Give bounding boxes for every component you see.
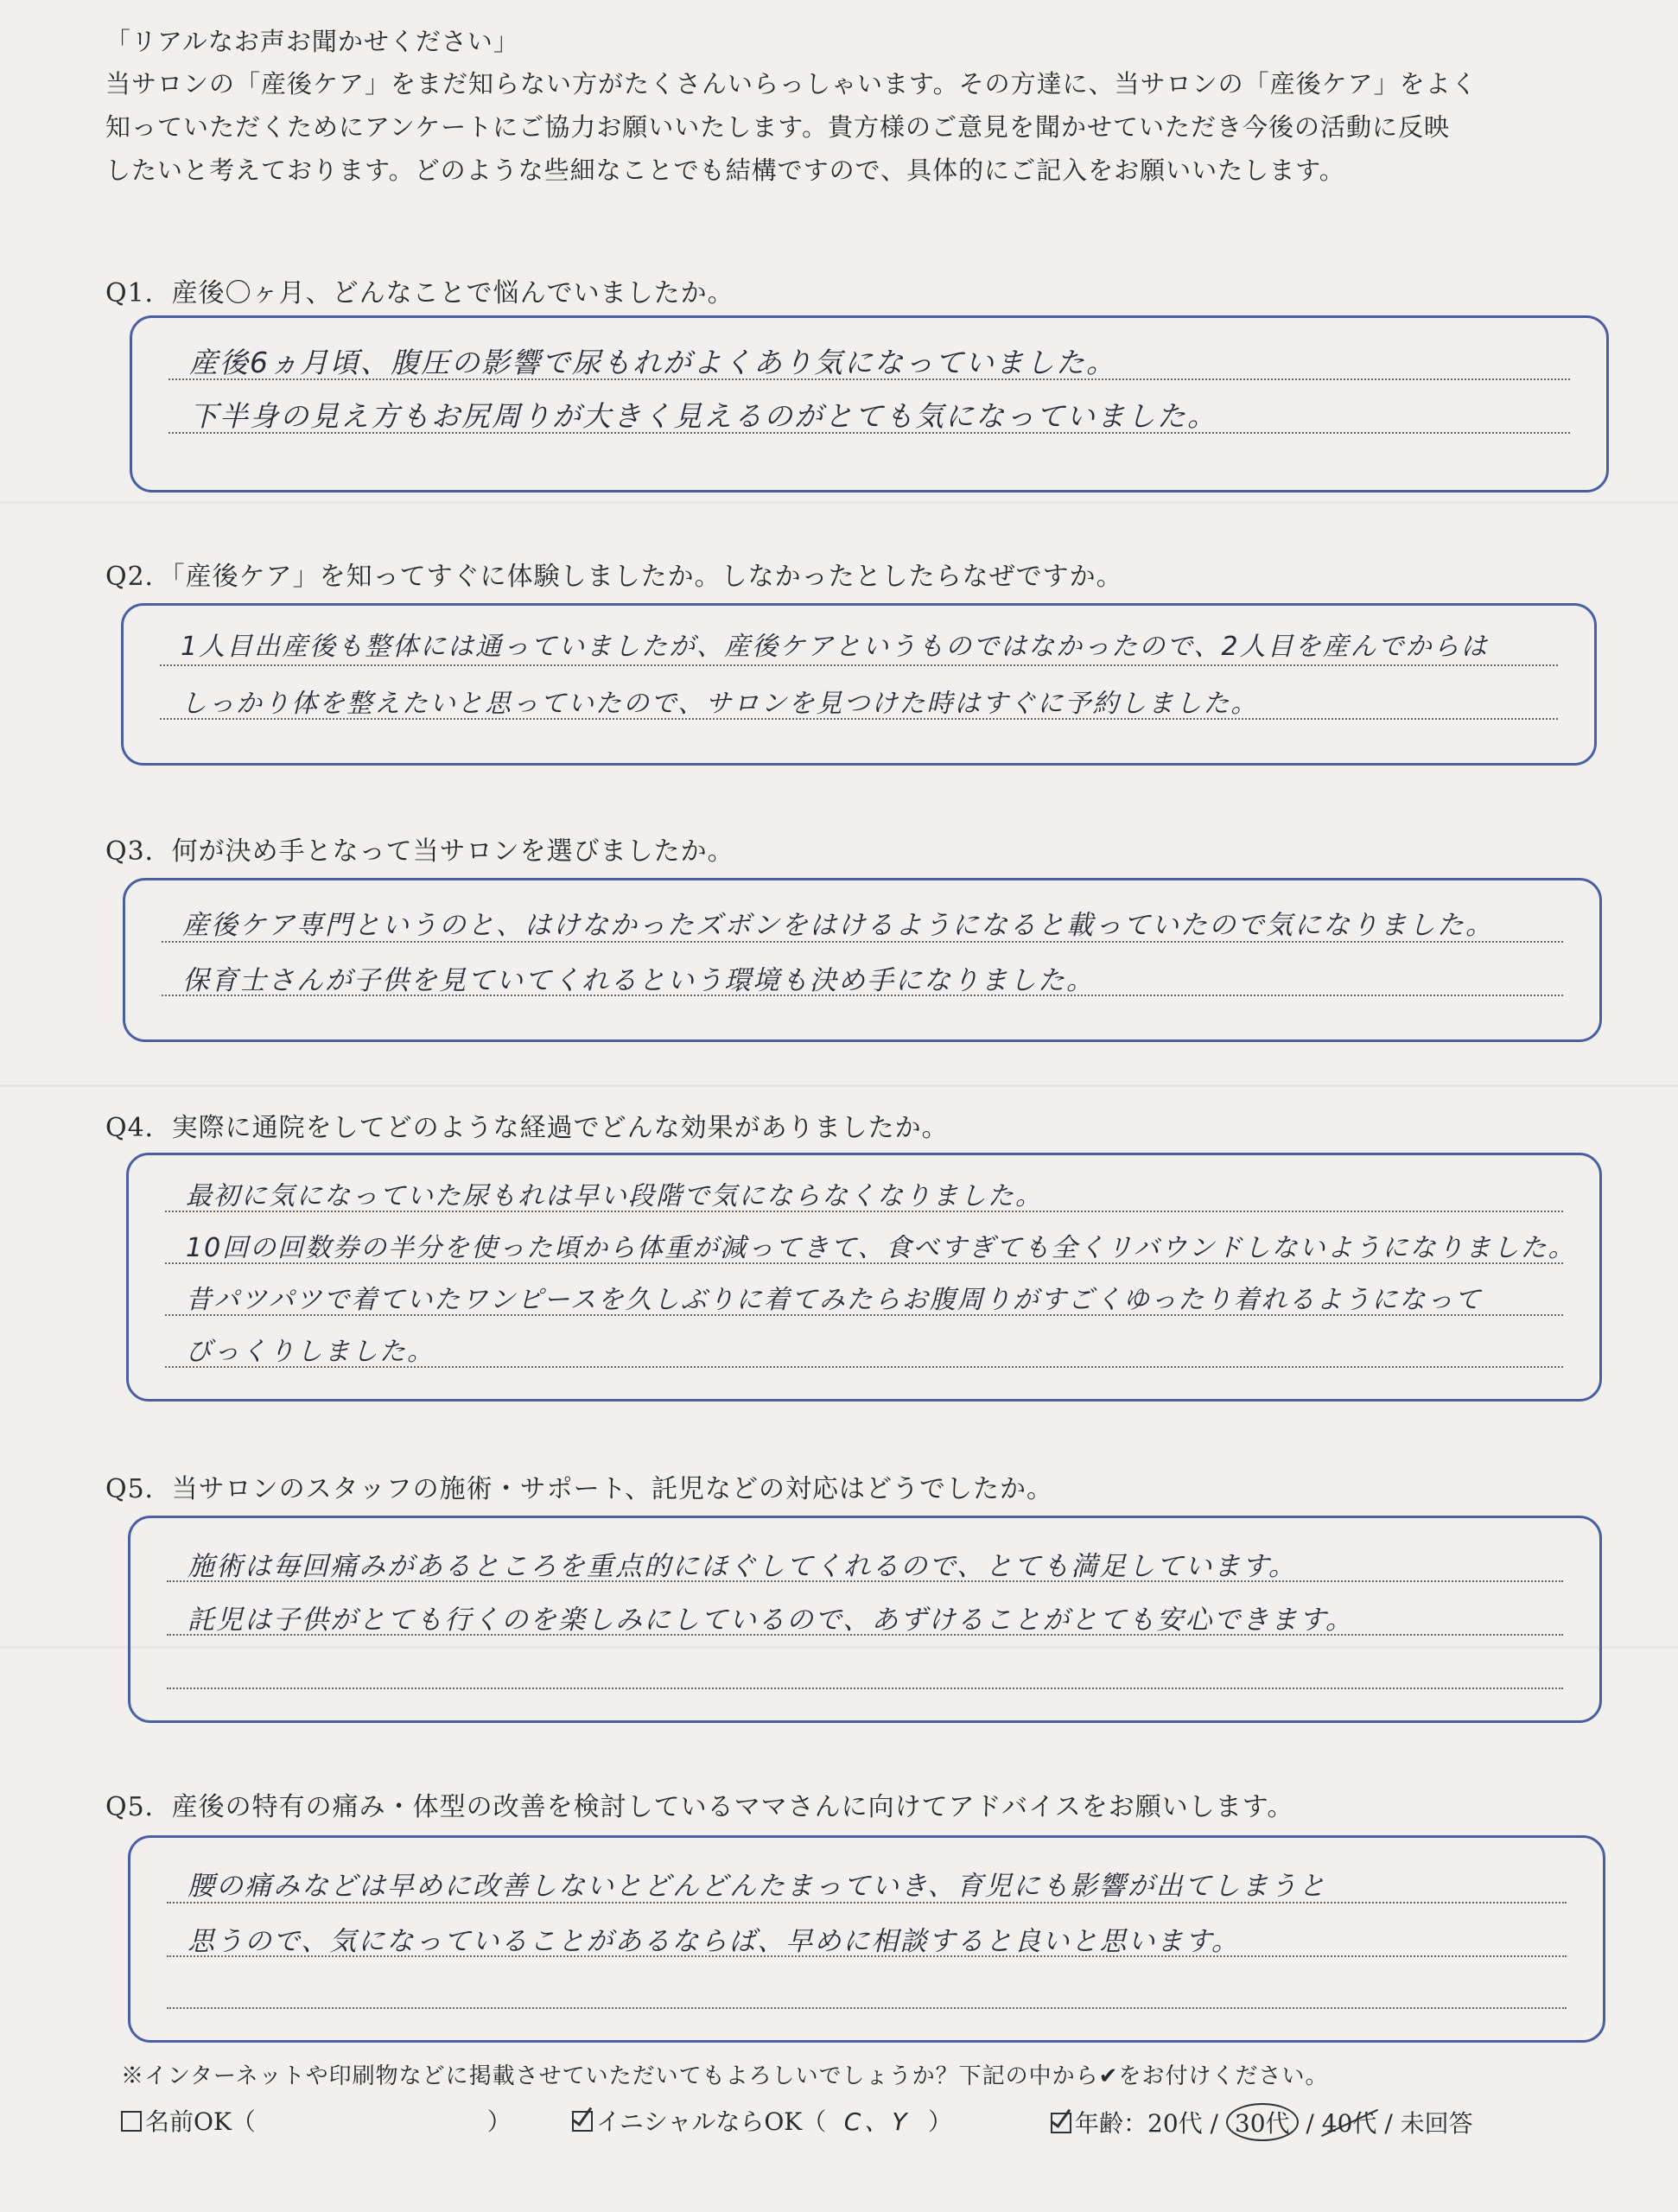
intro-text (105, 62, 1592, 192)
initial-ok-label: イニシャルならOK（ (596, 2107, 827, 2136)
dotted-rule (162, 995, 1563, 996)
answer-line: 施術は毎回痛みがあるところを重点的にほぐしてくれるので、とても満足しています。 (188, 1551, 1297, 1582)
dotted-rule (160, 718, 1558, 720)
dotted-rule (165, 1211, 1563, 1212)
initial-ok-checkbox[interactable] (572, 2111, 593, 2132)
initial-ok-close: ） (928, 2107, 953, 2136)
paper-fold (0, 501, 1678, 504)
dotted-rule (167, 2007, 1567, 2009)
question-5-answer-box (128, 1516, 1602, 1723)
dotted-rule (162, 941, 1563, 943)
answer-line: 託児は子供がとても行くのを楽しみにしているので、あずけることがとても安心できます。 (188, 1605, 1354, 1636)
intro-line: 知っていただくためにアンケートにご協力お願いいたします。貴方様のご意見を聞かせていただき今後の活動に反映 (105, 112, 1450, 142)
answer-line: 産後ケア専門というのと、はけなかったズボンをはけるようになると載っていたので気になりました。 (182, 910, 1494, 941)
question-1-answer-box (130, 315, 1609, 493)
dotted-rule (167, 1902, 1567, 1904)
dotted-rule (167, 1580, 1563, 1582)
age-rest: / 未回答 (1384, 2109, 1473, 2138)
dotted-rule (167, 1634, 1563, 1636)
answer-line: 昔パツパツで着ていたワンピースを久しぶりに着てみたらお腹周りがすごくゆったり着れるようになって (186, 1285, 1483, 1315)
page-title: 「リアルなお声お聞かせください」 (105, 27, 519, 56)
dotted-rule (165, 1262, 1563, 1264)
answer-line: 思うので、気になっていることがあるならば、早めに相談すると良いと思います。 (188, 1926, 1240, 1957)
question-4-answer-box (126, 1153, 1602, 1402)
paper-fold (0, 1084, 1678, 1087)
dotted-rule (168, 378, 1570, 380)
question-3-label: Q3．何が決め手となって当サロンを選びましたか。 (105, 836, 734, 867)
question-2-label: Q2．「産後ケア」を知ってすぐに体験しましたか。しなかったとしたらなぜですか。 (105, 562, 1123, 592)
initial-ok-value: C、Y (843, 2107, 911, 2136)
answer-line: 保育士さんが子供を見ていてくれるという環境も決め手になりました。 (182, 965, 1095, 996)
question-6-label: Q5．産後の特有の痛み・体型の改善を検討しているママさんに向けてアドバイスをお願いします。 (105, 1792, 1294, 1822)
answer-line: 1人目出産後も整体には通っていましたが、産後ケアというものではなかったので、2人目を産んでからは (181, 632, 1489, 662)
publish-notice: ※インターネットや印刷物などに掲載させていただいてもよろしいでしょうか？下記の中から✔をお付けください。 (121, 2063, 1329, 2089)
dotted-rule (165, 1366, 1563, 1368)
question-5-label: Q5．当サロンのスタッフの施術・サポート、託児などの対応はどうでしたか。 (105, 1474, 1053, 1504)
question-1-label: Q1．産後〇ヶ月、どんなことで悩んでいましたか。 (105, 278, 734, 308)
question-3-answer-box (123, 878, 1602, 1042)
answer-line: 10回の回数券の半分を使った頃から体重が減ってきて、食べすぎても全くリバウンドしないようになりました。 (186, 1233, 1576, 1263)
age-30-circled: 30代 (1226, 2103, 1299, 2141)
answer-line: 腰の痛みなどは早めに改善しないとどんどんたまっていき、育児にも影響が出てしまうと (188, 1871, 1327, 1902)
answer-line: 産後6ヵ月頃、腹圧の影響で尿もれがよくあり気になっていました。 (189, 346, 1116, 379)
dotted-rule (168, 432, 1570, 434)
answer-line: 下半身の見え方もお尻周りが大きく見えるのがとても気になっていました。 (189, 399, 1217, 433)
answer-line: 最初に気になっていた尿もれは早い段階で気にならなくなりました。 (186, 1181, 1043, 1211)
question-2-answer-box (121, 603, 1597, 766)
age-separator: / (1306, 2109, 1314, 2138)
dotted-rule (167, 1955, 1567, 1957)
answer-line: びっくりしました。 (186, 1337, 435, 1367)
initial-ok-option[interactable] (572, 2103, 952, 2138)
dotted-rule (167, 1688, 1563, 1689)
question-4-label: Q4．実際に通院をしてどのような経過でどんな効果がありましたか。 (105, 1113, 949, 1143)
intro-line: 当サロンの「産後ケア」をまだ知らない方がたくさんいらっしゃいます。その方達に、当サロンの「産後ケア」をよく (105, 69, 1478, 99)
question-6-answer-box (128, 1835, 1605, 2043)
age-label: 年齢：20代 / (1075, 2109, 1218, 2138)
name-ok-close: ） (486, 2107, 512, 2136)
dotted-rule (160, 664, 1558, 666)
dotted-rule (165, 1314, 1563, 1316)
age-40-crossed: 40代 (1322, 2105, 1377, 2139)
name-ok-option[interactable] (121, 2103, 512, 2138)
name-ok-label: 名前OK（ (145, 2107, 256, 2136)
answer-line: しっかり体を整えたいと思っていたので、サロンを見つけた時はすぐに予約しました。 (181, 689, 1259, 719)
intro-line: したいと考えております。どのような些細なことでも結構ですので、具体的にご記入をお願いいたします。 (105, 156, 1345, 185)
name-ok-checkbox[interactable] (121, 2111, 142, 2132)
age-checkbox[interactable] (1051, 2113, 1071, 2133)
age-option[interactable] (1051, 2103, 1473, 2141)
